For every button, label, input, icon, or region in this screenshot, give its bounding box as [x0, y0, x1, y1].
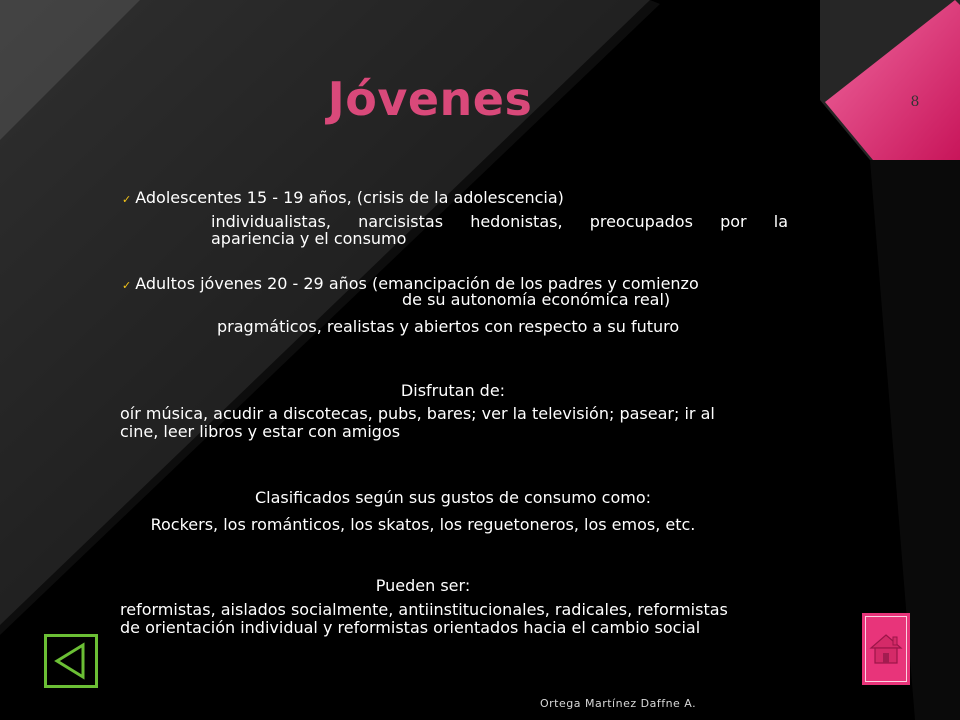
enjoy-heading: Disfrutan de: — [400, 381, 506, 400]
left-triangle-icon — [47, 637, 95, 685]
classification-heading: Clasificados según sus gustos de consumo como: — [254, 488, 652, 507]
can-be-line2: de orientación individual y reformistas orientados hacia el cambio social — [120, 618, 701, 637]
home-button[interactable] — [862, 613, 910, 685]
list-item-adolescentes — [122, 190, 564, 208]
item1-desc-line2: apariencia y el consumo — [211, 229, 407, 248]
enjoy-line1: oír música, acudir a discotecas, pubs, bares; ver la televisión; pasear; ir al — [120, 404, 715, 423]
back-button[interactable] — [44, 634, 98, 688]
can-be-heading: Pueden ser: — [375, 576, 471, 595]
page-number: 8 — [910, 94, 920, 110]
item1-title: Adolescentes 15 - 19 años, (crisis de la adolescencia) — [135, 188, 564, 207]
checkmark-icon: ✓ — [122, 193, 132, 206]
footer-author: Ortega Martínez Daffne A. — [540, 697, 697, 710]
item2-title-line2: de su autonomía económica real) — [402, 290, 671, 309]
classification-list: Rockers, los románticos, los skatos, los reguetoneros, los emos, etc. — [150, 515, 696, 534]
home-icon — [869, 633, 903, 665]
can-be-line1: reformistas, aislados socialmente, antiinstitucionales, radicales, reformistas — [120, 600, 728, 619]
item2-desc: pragmáticos, realistas y abiertos con respecto a su futuro — [217, 317, 680, 336]
checkmark-icon: ✓ — [122, 279, 132, 292]
item2-title-line1: Adultos jóvenes 20 - 29 años (emancipación de los padres y comienzo — [135, 274, 699, 293]
enjoy-line2: cine, leer libros y estar con amigos — [120, 422, 401, 441]
slide-title: Jóvenes — [327, 72, 533, 126]
item1-desc-line1: individualistas, narcisistas hedonistas, preocupados por la — [211, 212, 788, 231]
